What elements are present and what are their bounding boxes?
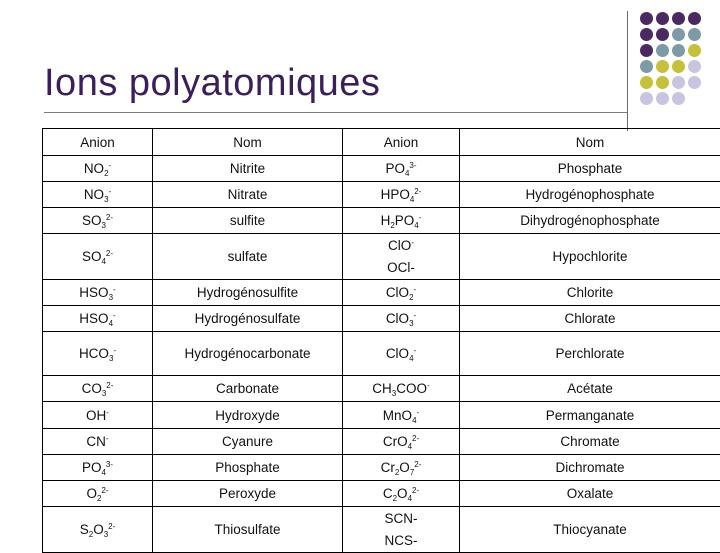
anion-formula-cell: [43, 481, 153, 507]
ion-name-cell: Perchlorate: [460, 332, 720, 376]
decorative-dot: [672, 60, 685, 73]
ion-name-cell: Chlorate: [460, 306, 720, 332]
table-row: [43, 429, 720, 455]
anion-formula-cell: [343, 455, 460, 481]
ion-name-cell: Hydrogénosulfate: [153, 306, 343, 332]
ion-name-cell: Hypochlorite: [460, 234, 720, 280]
table-row: [43, 376, 720, 402]
decorative-dot: [640, 76, 653, 89]
header-nom: Nom: [153, 129, 343, 156]
ion-formula: ClO$_3$-: [386, 311, 416, 326]
anion-formula-cell: [343, 332, 460, 376]
decorative-dot: [672, 44, 685, 57]
ion-name-cell: Phosphate: [460, 156, 720, 182]
decorative-dot: [688, 12, 701, 25]
ion-formula: ClO$_4$-: [386, 346, 416, 361]
ion-formula: $S_2O_3^{2-}$: [80, 522, 116, 537]
ion-formula: $PO_4^{3-}$: [82, 460, 113, 475]
ion-formula: $NO_2^-$: [84, 161, 111, 176]
ion-formula: NCS-: [385, 533, 418, 549]
anion-formula-cell: [43, 455, 153, 481]
ion-name-cell: sulfate: [153, 234, 343, 280]
table-row: [43, 156, 720, 182]
ion-formula: $CH_3COO^-$: [372, 381, 429, 396]
decorative-dot: [640, 44, 653, 57]
decorative-dot: [656, 76, 669, 89]
ion-formula: $Cr_2O_7^{2-}$: [381, 460, 422, 475]
ion-name-cell: Dichromate: [460, 455, 720, 481]
table-row: [43, 481, 720, 507]
ion-name-cell: Hydrogénophosphate: [460, 182, 720, 208]
table-row: [43, 332, 720, 376]
ion-formula: CN-: [86, 434, 108, 449]
anion-formula-cell: [343, 280, 460, 306]
ion-formula: ClO-: [388, 238, 414, 254]
anion-formula-cell: [43, 280, 153, 306]
anion-formula-cell: [343, 234, 460, 280]
table-row: [43, 455, 720, 481]
decorative-dot: [656, 44, 669, 57]
ion-formula: OCl-: [387, 260, 415, 276]
decorative-dot: [656, 92, 669, 105]
decorative-dot: [640, 28, 653, 41]
anion-formula-cell: [343, 156, 460, 182]
anion-formula-cell: [43, 429, 153, 455]
table-row: [43, 208, 720, 234]
ion-name-cell: Hydrogénosulfite: [153, 280, 343, 306]
anion-formula-cell: [43, 234, 153, 280]
anion-formula-cell: [343, 306, 460, 332]
anion-formula-cell: [43, 507, 153, 553]
anion-formula-cell: [43, 156, 153, 182]
ion-name-cell: Carbonate: [153, 376, 343, 402]
ion-name-cell: Hydrogénocarbonate: [153, 332, 343, 376]
ion-formula: $NO_3^-$: [84, 187, 111, 202]
anion-formula-cell: [343, 376, 460, 402]
page-title: Ions polyatomiques: [44, 62, 380, 105]
decorative-dot: [672, 12, 685, 25]
ion-formula: $O_2^{2-}$: [86, 486, 108, 501]
ion-formula: CrO$_4^{2-}$: [383, 434, 419, 449]
decorative-dot: [640, 60, 653, 73]
ion-name-cell: Nitrite: [153, 156, 343, 182]
anion-formula-cell: [43, 208, 153, 234]
decorative-dot: [688, 44, 701, 57]
ion-name-cell: Thiosulfate: [153, 507, 343, 553]
ion-formula: $HSO_4^-$: [79, 311, 115, 326]
ion-formula: $PO_4^{3-}$: [385, 161, 416, 176]
decorative-dot: [688, 60, 701, 73]
ion-name-cell: Permanganate: [460, 402, 720, 429]
anion-formula-cell: [343, 507, 460, 553]
ion-name-cell: Acétate: [460, 376, 720, 402]
ion-name-cell: Cyanure: [153, 429, 343, 455]
header-nom-2: Nom: [460, 129, 720, 156]
decorative-dot: [688, 28, 701, 41]
decorative-dot: [688, 76, 701, 89]
anion-formula-cell: [343, 208, 460, 234]
table-row: [43, 306, 720, 332]
table-header-row: [43, 129, 720, 156]
ion-formula: OH-: [86, 408, 109, 423]
ion-name-cell: Oxalate: [460, 481, 720, 507]
ion-name-cell: Chlorite: [460, 280, 720, 306]
anion-formula-cell: [43, 376, 153, 402]
decorative-dot: [656, 12, 669, 25]
ion-formula: $CO_3^{2-}$: [82, 381, 114, 396]
ions-table: [42, 128, 720, 553]
decorative-dot: [656, 28, 669, 41]
ion-formula: ClO$_2$-: [386, 285, 416, 300]
ion-name-cell: Thiocyanate: [460, 507, 720, 553]
ion-name-cell: Chromate: [460, 429, 720, 455]
ion-name-cell: Phosphate: [153, 455, 343, 481]
decorative-vertical-line: [627, 11, 628, 131]
header-anion: Anion: [43, 129, 153, 156]
ion-formula: $HSO_3^-$: [79, 285, 115, 300]
anion-formula-cell: [43, 306, 153, 332]
table-row: [43, 280, 720, 306]
ion-formula: $H_2PO_4^-$: [381, 213, 422, 228]
ion-name-cell: Nitrate: [153, 182, 343, 208]
table-row: [43, 182, 720, 208]
ions-table-body: [43, 156, 720, 553]
decorative-dot: [672, 92, 685, 105]
ion-name-cell: Dihydrogénophosphate: [460, 208, 720, 234]
anion-formula-cell: [343, 182, 460, 208]
title-divider: [44, 112, 628, 113]
decorative-dot: [640, 12, 653, 25]
anion-formula-cell: [43, 182, 153, 208]
ion-formula: MnO$_4$-: [383, 408, 419, 423]
anion-formula-cell: [43, 332, 153, 376]
table-row: [43, 402, 720, 429]
table-row: [43, 234, 720, 280]
ion-name-cell: Hydroxyde: [153, 402, 343, 429]
decorative-dot: [640, 92, 653, 105]
ion-formula: $SO_3^{2-}$: [82, 213, 113, 228]
anion-formula-cell: [343, 429, 460, 455]
ion-name-cell: Peroxyde: [153, 481, 343, 507]
decorative-dot: [672, 76, 685, 89]
decorative-dot: [672, 28, 685, 41]
table-row: [43, 507, 720, 553]
anion-formula-cell: [343, 402, 460, 429]
anion-formula-cell: [343, 481, 460, 507]
decorative-dot: [656, 60, 669, 73]
ion-name-cell: sulfite: [153, 208, 343, 234]
ion-formula: $HPO_4^{2-}$: [381, 187, 422, 202]
header-anion-2: Anion: [343, 129, 460, 156]
anion-formula-cell: [43, 402, 153, 429]
ion-formula: SCN-: [385, 511, 418, 527]
ion-formula: $SO_4^{2-}$: [82, 249, 113, 264]
ion-formula: $C_2O_4^{2-}$: [383, 486, 419, 501]
ion-formula: $HCO_3^-$: [79, 346, 116, 361]
